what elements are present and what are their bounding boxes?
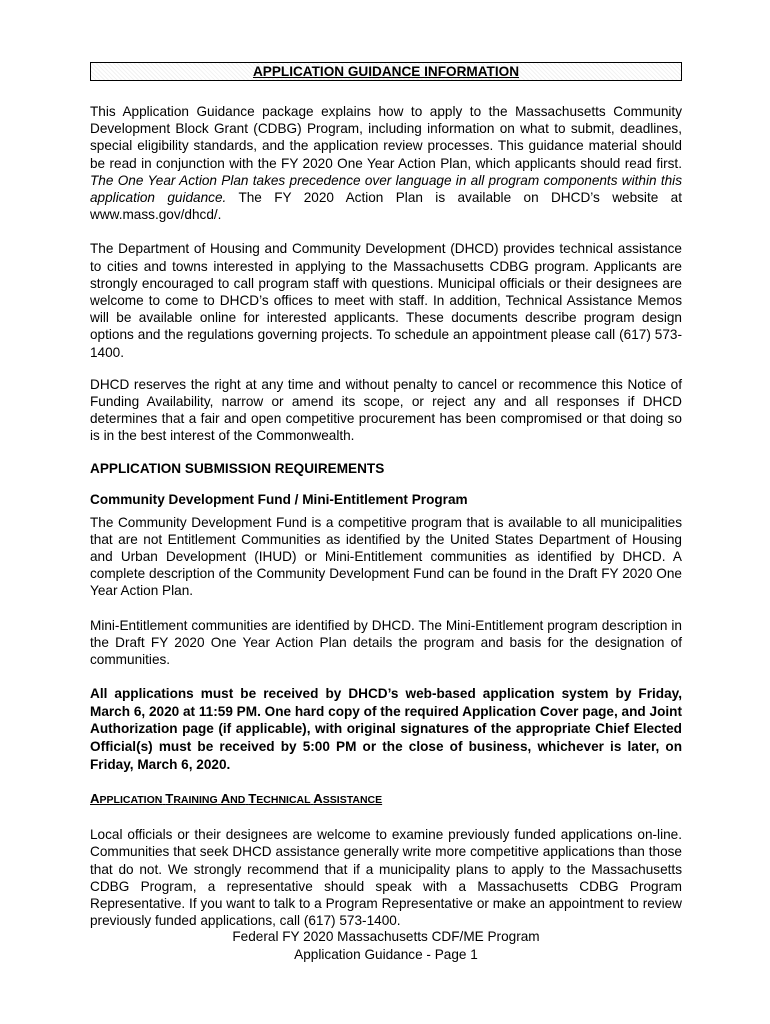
- footer-program-line: Federal FY 2020 Massachusetts CDF/ME Program: [232, 929, 540, 944]
- page-footer: [90, 928, 682, 963]
- footer-page-line: Application Guidance - Page 1: [294, 946, 478, 962]
- submission-requirements-heading: APPLICATION SUBMISSION REQUIREMENTS: [90, 460, 385, 476]
- training-paragraph: Local officials or their designees are welcome to examine previously funded applications on-line. Communities that seek DHCD assistance generally write more competitive applications than those that do not. We strongly recommend that if a municipality plans to apply to the Massachusetts CDBG Program, a representative should speak with a Massachusetts CDBG Program Representative. If you want to talk to a Program Representative or make an appointment to review previously funded applications, call (617) 573-1400.: [90, 827, 682, 929]
- page-title: APPLICATION GUIDANCE INFORMATION: [252, 64, 520, 79]
- intro-paragraph: [90, 103, 682, 223]
- mini-entitlement-paragraph: Mini-Entitlement communities are identified by DHCD. The Mini-Entitlement program description in the Draft FY 2020 One Year Action Plan details the program and basis for the designation of communities.: [90, 617, 682, 668]
- intro-text-end: The FY 2020 Action Plan is available on DHCD’s website at www.mass.gov/dhcd/.: [90, 190, 682, 223]
- document-page: [90, 62, 682, 929]
- intro-italic-note: The One Year Action Plan takes precedence over language in all program components within this application guidance.: [90, 172, 682, 206]
- deadline-paragraph: All applications must be received by DHCD’s web-based application system by Friday, March 6, 2020 at 11:59 PM. One hard copy of the required Application Cover page, and Joint Authorization page (if applicable), with original signatures of the appropriate Chief Elected Official(s) must be received by 5:00 PM or the close of business, whichever is later, on Friday, March 6, 2020.: [90, 686, 682, 772]
- title-banner: [90, 62, 682, 81]
- dhcd-assistance-paragraph: The Department of Housing and Community Development (DHCD) provides technical assistance to cities and towns interested in applying to the Massachusetts CDBG program. Applicants are strongly encouraged to call program staff with questions. Municipal officials or their designees are welcome to come to DHCD’s offices to meet with staff. In addition, Technical Assistance Memos will be available online for interested applicants. These documents describe program design options and the regulations governing projects. To schedule an appointment please call (617) 573-1400.: [90, 241, 682, 360]
- training-heading: APPLICATION TRAINING AND TECHNICAL ASSISTANCE: [90, 791, 383, 807]
- cdf-paragraph: The Community Development Fund is a competitive program that is available to all municipalities that are not Entitlement Communities as identified by the United States Department of Housing and Urban Development (IHUD) or Mini-Entitlement communities as identified by DHCD. A complete description of the Community Development Fund can be found in the Draft FY 2020 One Year Action Plan.: [90, 514, 682, 599]
- reserves-paragraph: DHCD reserves the right at any time and without penalty to cancel or recommence this Notice of Funding Availability, narrow or amend its scope, or reject any and all responses if DHCD determines that a fair and open competitive procurement has been compromised or that doing so is in the best interest of the Commonwealth.: [90, 376, 682, 444]
- cdf-heading: Community Development Fund / Mini-Entitlement Program: [90, 491, 468, 507]
- intro-text: This Application Guidance package explains how to apply to the Massachusetts Community Development Block Grant (CDBG) Program, including information on what to submit, deadlines, special eligibility standards, and the application review processes. This guidance material should be read in conjunction with the FY 2020 One Year Action Plan, which applicants should read first.: [90, 104, 682, 171]
